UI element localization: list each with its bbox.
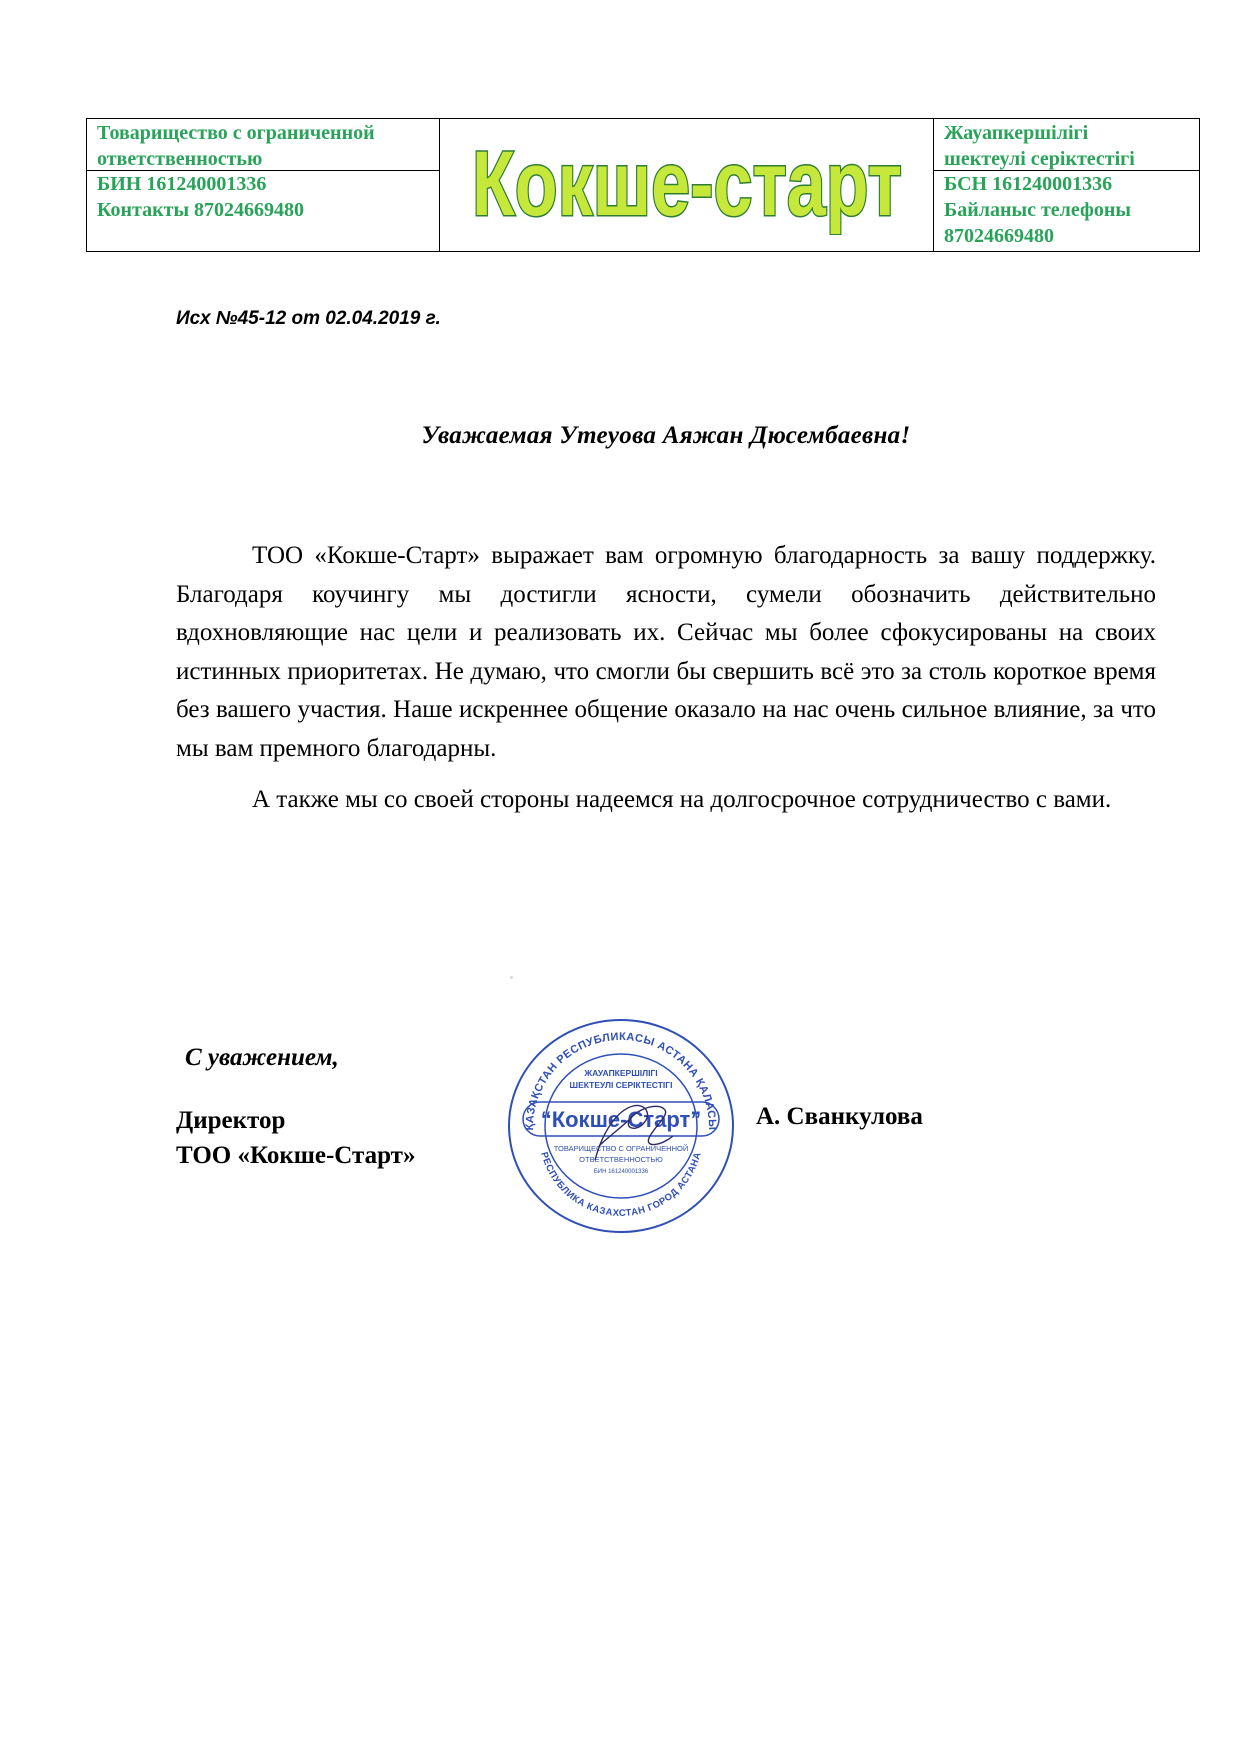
seal-ring-text-bottom: РЕСПУБЛИКА КАЗАХСТАН ГОРОД АСТАНА xyxy=(538,1150,704,1220)
seal-top-line1: ЖАУАПКЕРШІЛІГІ xyxy=(584,1068,658,1078)
company-type-ru-line2: ответственностью xyxy=(97,148,263,170)
scan-speck xyxy=(510,976,513,979)
seal-bottom-line2: ОТВЕТСТВЕННОСТЬЮ xyxy=(579,1155,663,1164)
outgoing-reference: Исх №45-12 от 02.04.2019 г. xyxy=(176,308,441,329)
letterhead-right-cell xyxy=(933,119,1199,251)
body-paragraph-1: ТОО «Кокше-Старт» выражает вам огромную благодарность за вашу поддержку. Благодаря коучингу мы достигли ясности, сумели обозначить действительно вдохновляющие нас цели и реализовать их. Сейчас мы более сфокусированы на своих истинных приоритетах. Не думаю, что смогли бы свершить всё это за столь короткое время без вашего участия. Наше искреннее общение оказало на нас очень сильное влияние, за что мы вам премного благодарны. xyxy=(176,542,1156,762)
company-phone-label: Байланыс телефоны xyxy=(944,199,1132,221)
seal-ring-text-top: ҚАЗАҚСТАН РЕСПУБЛИКАСЫ АСТАНА ҚАЛАСЫ xyxy=(523,1030,719,1131)
letter-body xyxy=(176,537,1156,833)
company-type-ru-line1: Товарищество с ограниченной xyxy=(97,122,375,144)
letterhead-right-top xyxy=(934,119,1199,171)
company-contacts: Контакты 87024669480 xyxy=(97,199,305,221)
letterhead-left-top xyxy=(87,119,439,171)
signatory-title: Директор xyxy=(176,1107,286,1134)
signatory-organization: ТОО «Кокше-Старт» xyxy=(176,1142,416,1169)
letterhead-left-bottom xyxy=(87,171,439,223)
letterhead-logo-cell xyxy=(440,119,933,251)
letterhead-right-bottom xyxy=(934,171,1199,249)
company-type-kz-line2: шектеулі серіктестігі xyxy=(944,148,1135,170)
signatory-position xyxy=(176,1103,415,1173)
seal-top-line2: ШЕКТЕУЛІ СЕРІКТЕСТІГІ xyxy=(569,1080,673,1090)
company-type-kz-line1: Жауапкершілігі xyxy=(944,122,1089,144)
seal-center-name: “Кокше-Старт” xyxy=(540,1107,702,1132)
company-seal xyxy=(503,1010,739,1236)
signer-name: А. Сванкулова xyxy=(756,1103,923,1130)
body-paragraph-2: А также мы со своей стороны надеемся на долгосрочное сотрудничество с вами. xyxy=(252,786,1112,813)
seal-bin-line: БИН 161240001336 xyxy=(593,1169,649,1175)
company-bin: БИН 161240001336 xyxy=(97,173,267,195)
letterhead xyxy=(86,118,1200,252)
salutation: Уважаемая Утеуова Аяжан Дюсембаевна! xyxy=(421,422,911,449)
company-logo-text: Кокше-старт xyxy=(471,135,902,235)
company-bsn: БСН 161240001336 xyxy=(944,173,1113,195)
closing-phrase: С уважением, xyxy=(185,1044,339,1071)
company-phone-number: 87024669480 xyxy=(944,225,1054,247)
letterhead-left-cell xyxy=(87,119,440,251)
seal-bottom-line1: ТОВАРИЩЕСТВО С ОГРАНИЧЕННОЙ xyxy=(553,1144,689,1153)
company-logo xyxy=(467,135,907,235)
